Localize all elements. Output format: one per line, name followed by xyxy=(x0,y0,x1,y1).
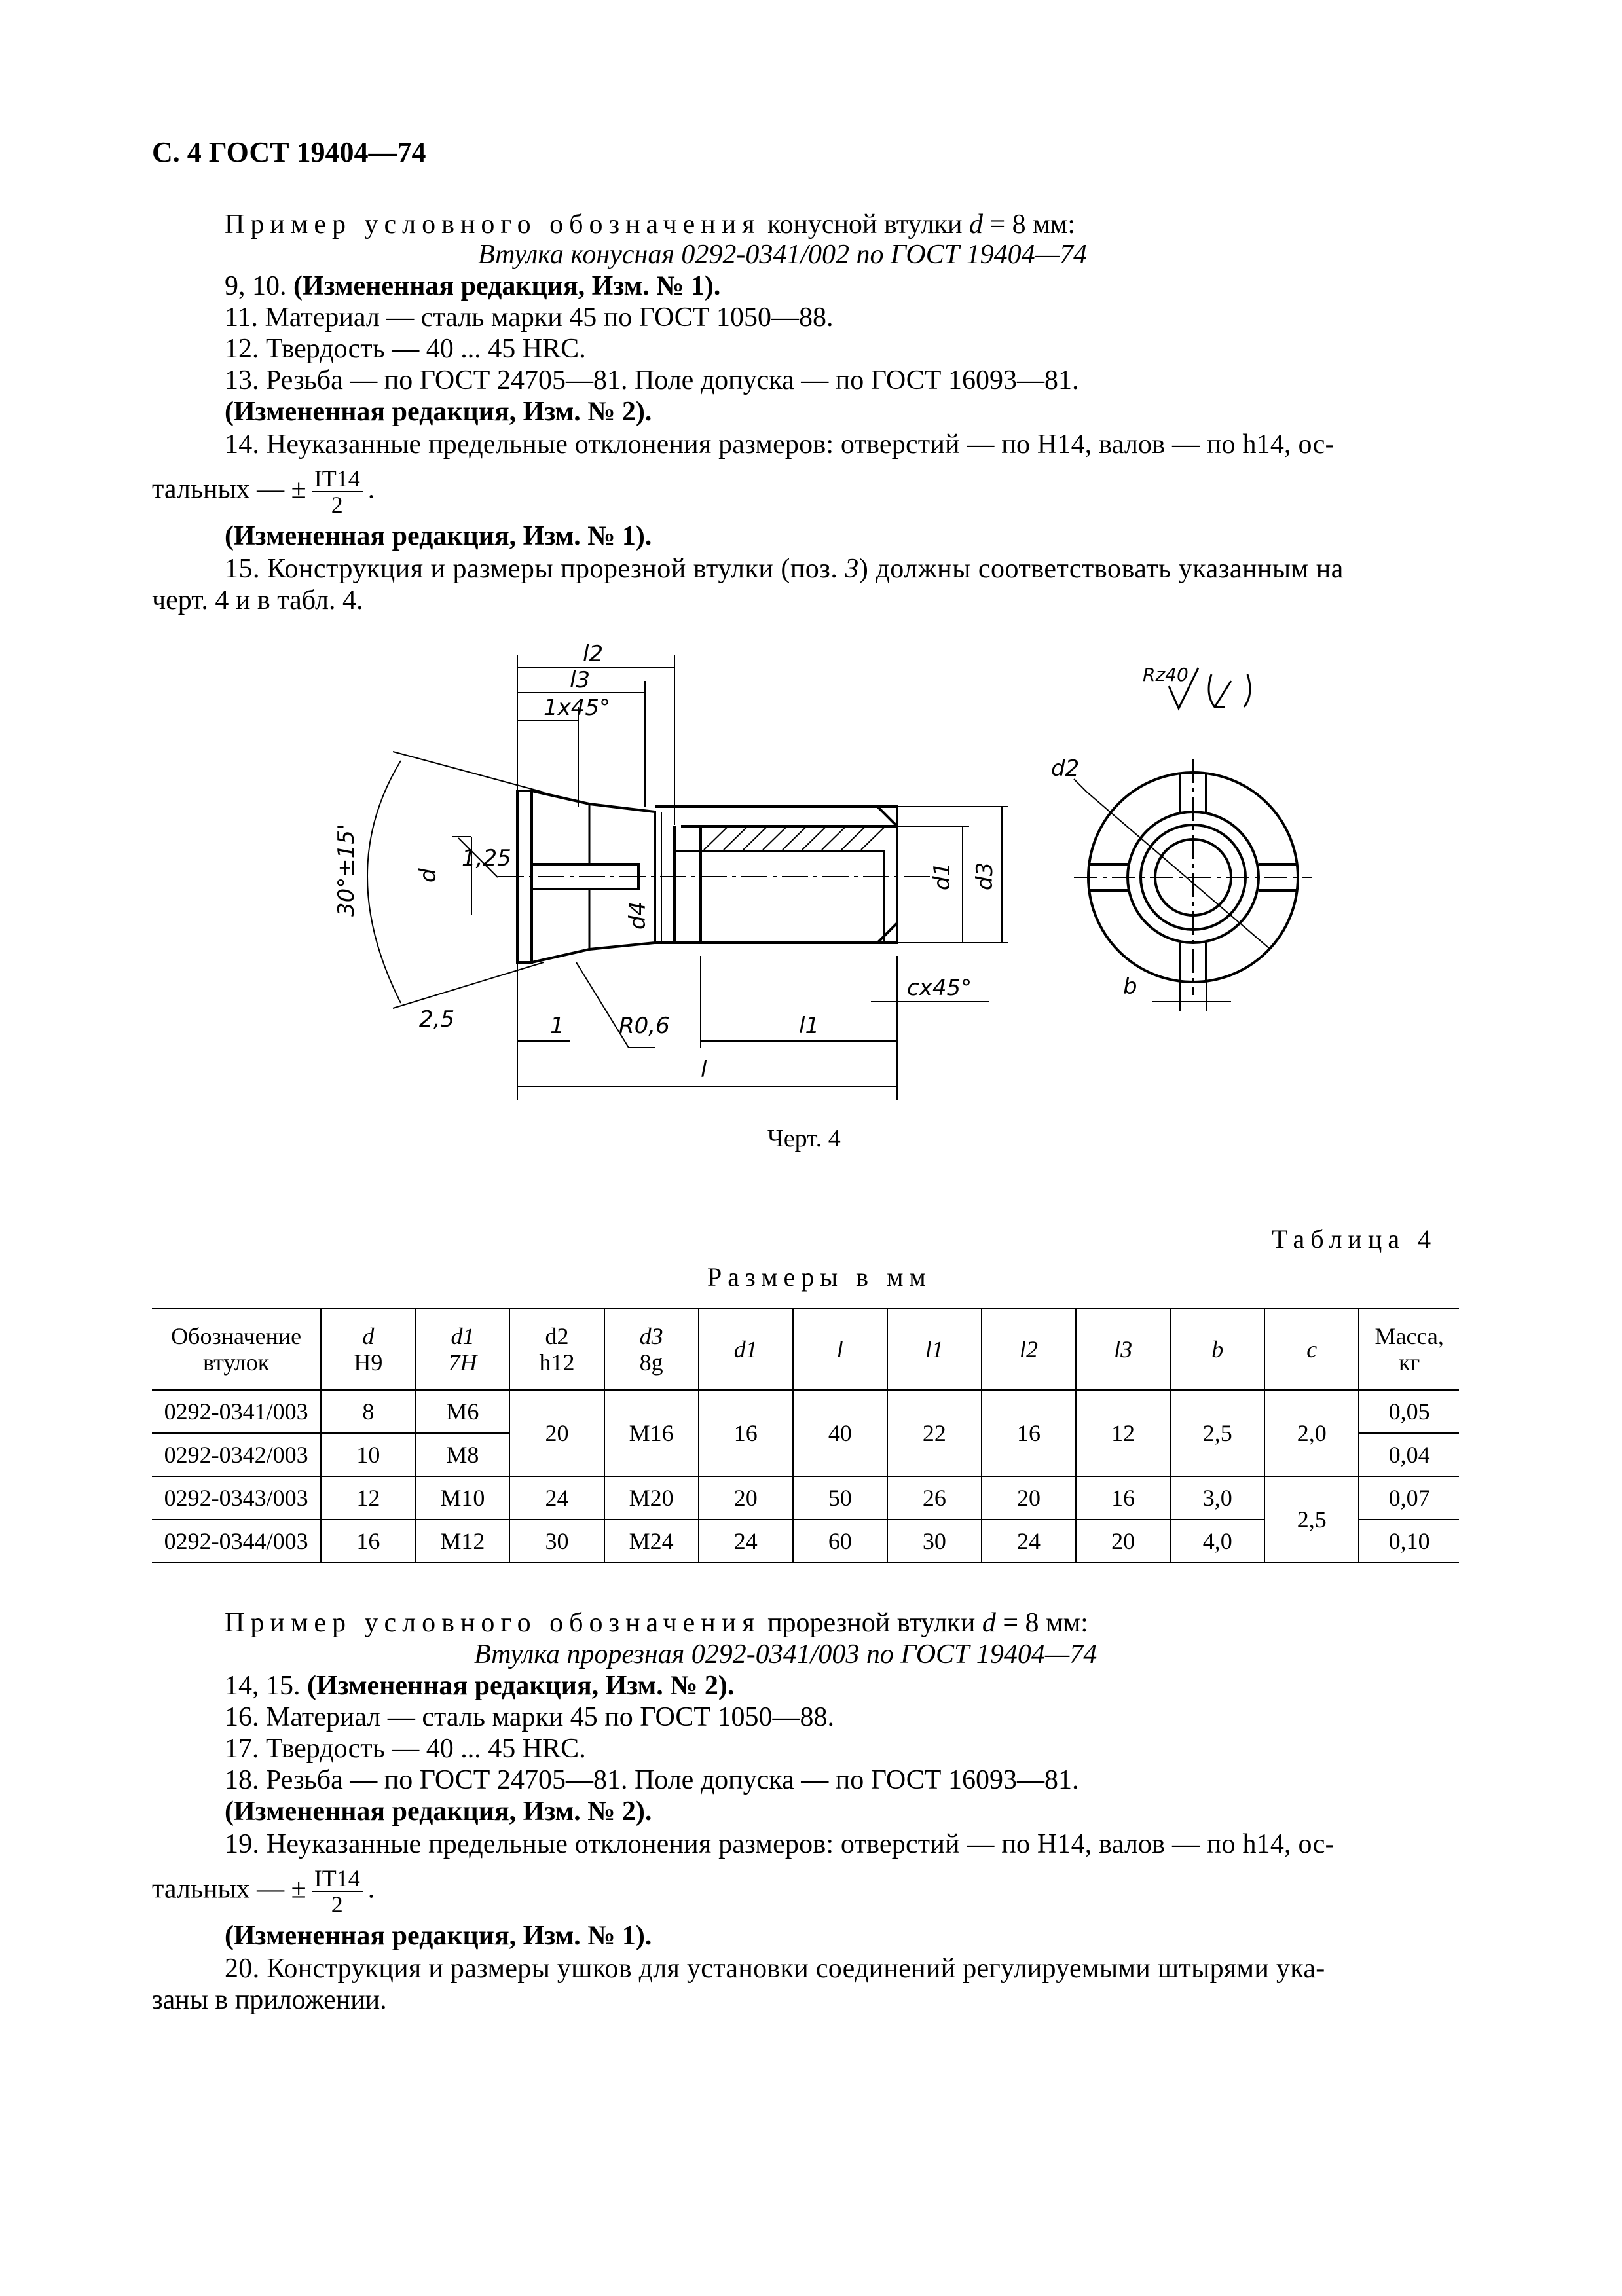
item-15-pre: 15. Конструкция и размеры прорезной втулки (поз. xyxy=(225,554,845,584)
label-chamfer: 1x45° xyxy=(544,695,611,721)
cell-d: 16 xyxy=(321,1520,415,1563)
label-cx45: cx45° xyxy=(907,975,972,1001)
label-d2: d2 xyxy=(1051,756,1080,782)
item-15-post: ) должны соответствовать указанным на xyxy=(858,554,1344,584)
item-14-line1: 14. Неуказанные предельные отклонения размеров: отверстий — по H14, валов — по h14, ос- xyxy=(225,429,1335,460)
table-row xyxy=(152,1520,1459,1563)
cell-designation: 0292-0343/003 xyxy=(152,1476,321,1520)
edition-note: (Измененная редакция, Изм. № 2). xyxy=(307,1671,735,1701)
cell-designation: 0292-0342/003 xyxy=(152,1433,321,1476)
cell-mass: 0,10 xyxy=(1359,1520,1459,1563)
fraction-post: . xyxy=(367,1874,375,1904)
item-11: 11. Материал — сталь марки 45 по ГОСТ 1050—88. xyxy=(225,302,834,333)
label-l1: l1 xyxy=(799,1013,820,1039)
item-13: 13. Резьба — по ГОСТ 24705—81. Поле допуска — по ГОСТ 16093—81. xyxy=(225,365,1079,395)
label-r06: R0,6 xyxy=(619,1013,670,1039)
example-text-post: = 8 мм: xyxy=(995,1608,1088,1638)
label-rz: Rz40 xyxy=(1143,664,1189,685)
header-d1-thread: d1 7H xyxy=(415,1309,509,1390)
cell-b: 3,0 xyxy=(1170,1476,1264,1520)
cell-d: 12 xyxy=(321,1476,415,1520)
label-l: l xyxy=(701,1057,707,1083)
cell-l: 50 xyxy=(793,1476,887,1520)
label-one: 1 xyxy=(550,1013,564,1039)
header-l: l xyxy=(793,1309,887,1390)
header-mass: Масса, кг xyxy=(1359,1309,1459,1390)
cell-d1-thread: M10 xyxy=(415,1476,509,1520)
header-d: d H9 xyxy=(321,1309,415,1390)
cell-l1: 22 xyxy=(887,1390,982,1476)
header-designation: Обозначение втулок xyxy=(152,1309,321,1390)
example-text-pre: прорезной втулки xyxy=(760,1608,982,1638)
end-view-dims xyxy=(1074,759,1312,1011)
cell-designation: 0292-0341/003 xyxy=(152,1390,321,1433)
edition-note-2: (Измененная редакция, Изм. № 2). xyxy=(225,397,652,427)
cell-d1-thread: M12 xyxy=(415,1520,509,1563)
example-text-pre: конусной втулки xyxy=(760,210,969,240)
drawing-caption: Черт. 4 xyxy=(767,1125,841,1152)
cell-l1: 30 xyxy=(887,1520,982,1563)
cell-l3: 16 xyxy=(1076,1476,1170,1520)
cell-d3: M24 xyxy=(604,1520,699,1563)
cell-l: 40 xyxy=(793,1390,887,1476)
cell-d1-thread: M6 xyxy=(415,1390,509,1433)
cell-d3: M16 xyxy=(604,1390,699,1476)
page-header: С. 4 ГОСТ 19404—74 xyxy=(152,136,426,168)
cell-l2: 20 xyxy=(982,1476,1076,1520)
cell-l: 60 xyxy=(793,1520,887,1563)
fraction xyxy=(312,1866,363,1917)
label-l3: l3 xyxy=(570,667,591,693)
label-1-25: 1,25 xyxy=(462,845,511,871)
item-14-15 xyxy=(225,1671,734,1701)
edition-note-2b: (Измененная редакция, Изм. № 2). xyxy=(225,1796,652,1827)
header-c: c xyxy=(1264,1309,1359,1390)
label-b: b xyxy=(1123,974,1137,1000)
cell-d: 8 xyxy=(321,1390,415,1433)
example-var: d xyxy=(969,210,983,240)
example-text-post: = 8 мм: xyxy=(983,210,1076,240)
label-angle: 30°±15' xyxy=(333,824,359,917)
cell-d2: 30 xyxy=(509,1520,604,1563)
dimensions-table xyxy=(152,1308,1459,1563)
cell-c: 2,5 xyxy=(1264,1476,1359,1563)
designation-1: Втулка конусная 0292-0341/002 по ГОСТ 19404—74 xyxy=(478,240,1087,270)
item-16: 16. Материал — сталь марки 45 по ГОСТ 1050—88. xyxy=(225,1702,835,1732)
table-header-row xyxy=(152,1309,1459,1390)
example-line-2 xyxy=(225,1608,1088,1638)
header-l1: l1 xyxy=(887,1309,982,1390)
cell-l3: 12 xyxy=(1076,1390,1170,1476)
item-19-line1: 19. Неуказанные предельные отклонения размеров: отверстий — по H14, валов — по h14, ос- xyxy=(225,1829,1335,1859)
bore-upper xyxy=(674,851,884,943)
header-l2: l2 xyxy=(982,1309,1076,1390)
cell-d1: 24 xyxy=(699,1520,793,1563)
hatching xyxy=(704,828,884,850)
cell-l3: 20 xyxy=(1076,1520,1170,1563)
item-19-line2 xyxy=(152,1866,375,1917)
fraction-den: 2 xyxy=(331,1891,343,1918)
cell-d3: M20 xyxy=(604,1476,699,1520)
item-18: 18. Резьба — по ГОСТ 24705—81. Поле допуска — по ГОСТ 16093—81. xyxy=(225,1765,1079,1795)
cell-d1: 16 xyxy=(699,1390,793,1476)
header-b: b xyxy=(1170,1309,1264,1390)
cell-mass: 0,04 xyxy=(1359,1433,1459,1476)
table-units: Размеры в мм xyxy=(707,1262,932,1292)
cell-mass: 0,05 xyxy=(1359,1390,1459,1433)
item-15-line2: черт. 4 и в табл. 4. xyxy=(152,585,363,615)
cell-mass: 0,07 xyxy=(1359,1476,1459,1520)
label-d1: d1 xyxy=(929,862,955,890)
example-label: Пример условного обозначения xyxy=(225,210,761,240)
item-17: 17. Твердость — 40 ... 45 HRC. xyxy=(225,1734,586,1764)
cell-b: 2,5 xyxy=(1170,1390,1264,1476)
cell-d1: 20 xyxy=(699,1476,793,1520)
fraction-post: . xyxy=(367,474,375,505)
header-d1: d1 xyxy=(699,1309,793,1390)
item-12: 12. Твердость — 40 ... 45 HRC. xyxy=(225,334,586,364)
header-l3: l3 xyxy=(1076,1309,1170,1390)
cell-d: 10 xyxy=(321,1433,415,1476)
label-2-5: 2,5 xyxy=(419,1006,455,1032)
item-20-line2: заны в приложении. xyxy=(152,1985,387,2015)
table-row xyxy=(152,1390,1459,1433)
cell-l2: 24 xyxy=(982,1520,1076,1563)
cell-d2: 20 xyxy=(509,1390,604,1476)
item-19-pre: тальных — ± xyxy=(152,1874,306,1904)
item-num: 14, 15. xyxy=(225,1671,307,1701)
table-title: Таблица 4 xyxy=(1272,1224,1437,1254)
label-l2: l2 xyxy=(583,641,604,667)
cell-b: 4,0 xyxy=(1170,1520,1264,1563)
table-row xyxy=(152,1476,1459,1520)
edition-note-1: (Измененная редакция, Изм. № 1). xyxy=(225,521,652,551)
fraction-num: IT14 xyxy=(312,466,363,492)
cell-l1: 26 xyxy=(887,1476,982,1520)
item-20-line1: 20. Конструкция и размеры ушков для установки соединений регулируемыми штырями ука- xyxy=(225,1954,1325,1984)
example-label: Пример условного обозначения xyxy=(225,1608,761,1638)
cell-c: 2,0 xyxy=(1264,1390,1359,1476)
example-var: d xyxy=(982,1608,996,1638)
cell-d1-thread: M8 xyxy=(415,1433,509,1476)
label-d: d xyxy=(415,868,441,883)
cell-designation: 0292-0344/003 xyxy=(152,1520,321,1563)
edition-note-1b: (Измененная редакция, Изм. № 1). xyxy=(225,1921,652,1951)
header-d2: d2 h12 xyxy=(509,1309,604,1390)
cell-d2: 24 xyxy=(509,1476,604,1520)
designation-2: Втулка прорезная 0292-0341/003 по ГОСТ 19404—74 xyxy=(474,1639,1097,1669)
item-14-pre: тальных — ± xyxy=(152,474,306,505)
fraction-num: IT14 xyxy=(312,1866,363,1892)
label-d3: d3 xyxy=(972,862,998,890)
header-d3: d3 8g xyxy=(604,1309,699,1390)
item-num: 9, 10. xyxy=(225,271,293,301)
cell-l2: 16 xyxy=(982,1390,1076,1476)
edition-note: (Измененная редакция, Изм. № 1). xyxy=(293,271,721,301)
item-15-pos: 3 xyxy=(845,554,859,584)
fraction-den: 2 xyxy=(331,492,343,518)
label-d4: d4 xyxy=(625,901,651,930)
